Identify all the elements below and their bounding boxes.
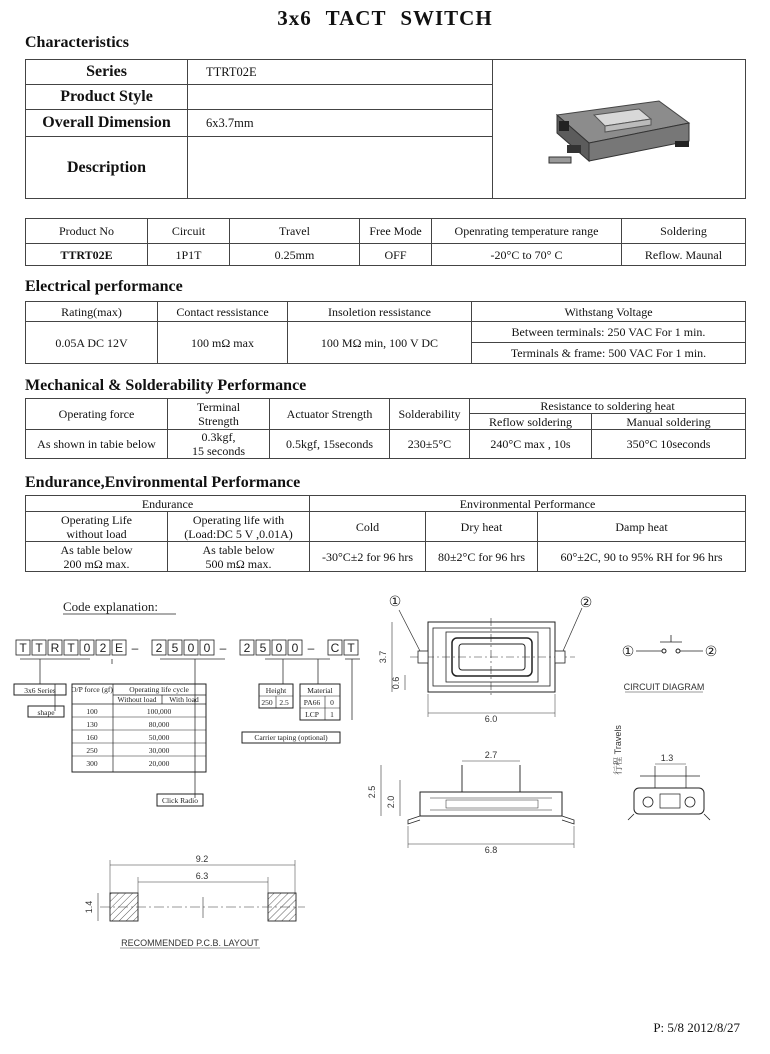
life-cycles: 50,000 [148,733,170,742]
cell-solderability: 230±5°C [390,430,470,459]
section-mechanical: Mechanical & Solderability Performance [25,377,307,394]
cell-free-mode: OFF [360,244,432,266]
pin1-label: ① [388,594,402,610]
life-h-with: With load [169,695,199,704]
height-table [259,684,293,708]
code-char: 0 [203,641,211,655]
code-char: 5 [259,641,267,655]
cell-withstand-2: Terminals & frame: 500 VAC For 1 min. [472,343,746,364]
cell-insulation: 100 MΩ min, 100 V DC [288,322,472,364]
cell-travel: 0.25mm [230,244,360,266]
cell-contact: 100 mΩ max [158,322,288,364]
code-char: 0 [187,641,195,655]
cell-life-no-load: As table below 200 mΩ max. [26,542,168,572]
section-endurance: Endurance,Environmental Performance [25,474,301,491]
header-contact: Contact ressistance [158,302,288,322]
code-char: 0 [275,641,283,655]
life-cycle-table [71,684,206,772]
life-h-cycle: Operating life cycle [129,685,189,694]
code-char: C [330,641,340,655]
height-header: Height [265,686,287,695]
endurance-table [25,495,746,572]
circuit-diagram [622,635,718,692]
cell-rating: 0.05A DC 12V [26,322,158,364]
series-value: TTRT02E [188,60,493,85]
life-force: 130 [86,720,98,729]
height-value: 2.5 [279,698,289,707]
style-value [188,85,493,110]
code-char: T [347,641,355,655]
code-char: 2 [155,641,163,655]
page-footer: P: 5/8 2012/8/27 [653,1020,740,1035]
dim-1-3: 1.3 [660,753,674,763]
header-operating-force: Operating force [26,399,168,430]
material-lcp: LCP [305,710,319,719]
shape-box-label: shape [37,708,55,717]
header-circuit: Circuit [148,219,230,244]
header-damp-heat: Damp heat [538,512,746,542]
code-char: R [50,641,60,655]
material-lcp-code: 1 [330,710,334,719]
electrical-table [25,301,746,364]
life-h-without: Without load [117,695,157,704]
code-char: 2 [243,641,251,655]
cell-cold: -30°C±2 for 96 hrs [310,542,426,572]
life-force: 160 [86,733,98,742]
material-pa66: PA66 [303,698,321,707]
header-product-no: Product No [26,219,148,244]
cell-circuit: 1P1T [148,244,230,266]
dimension-label: Overall Dimension [26,110,188,137]
code-char: T [19,641,27,655]
mechanical-table [25,398,746,459]
description-value [188,137,493,199]
characteristics-table [25,59,746,199]
header-insulation: Insoletion ressistance [288,302,472,322]
carrier-label: Carrier taping (optional) [254,733,328,742]
switch-photo [539,83,699,173]
dim-6-8: 6.8 [484,845,498,855]
cell-product-no: TTRT02E [26,244,148,266]
header-manual: Manual soldering [592,414,746,430]
dim-2-0: 2.0 [386,795,396,809]
code-char: – [219,641,227,655]
dim-2-7: 2.7 [484,750,498,760]
code-char: E [114,641,124,655]
material-pa66-code: 0 [330,698,334,707]
height-code: 250 [261,698,273,707]
life-h-force: O/P force (gf) [71,685,113,694]
cell-soldering: Reflow. Maunal [622,244,746,266]
pin2-label: ② [579,595,593,611]
code-char: – [307,641,315,655]
header-life-load: Operating life with (Load:DC 5 V ,0.01A) [168,512,310,542]
style-label: Product Style [26,85,188,110]
life-force: 100 [86,707,98,716]
side-view-drawing [367,750,574,855]
section-electrical: Electrical performance [25,278,183,295]
travel-label: 行程 Travels [613,725,623,775]
code-leaders [20,659,360,798]
header-soldering: Soldering [622,219,746,244]
header-endurance: Endurance [26,496,310,512]
life-force: 300 [86,759,98,768]
code-char: 0 [83,641,91,655]
cell-life-load: As table below 500 mΩ max. [168,542,310,572]
code-char: T [35,641,43,655]
header-actuator-strength: Actuator Strength [270,399,390,430]
cell-reflow: 240°C max , 10s [470,430,592,459]
section-characteristics: Characteristics [25,34,129,51]
life-cycles: 80,000 [148,720,170,729]
header-temp-range: Openrating temperature range [432,219,622,244]
page-title: 3x6 TACT SWITCH [277,6,493,30]
header-cold: Cold [310,512,426,542]
header-solderability: Solderability [390,399,470,430]
header-life-no-load: Operating Life without load [26,512,168,542]
end-view-drawing [612,725,710,820]
code-char: 5 [171,641,179,655]
product-table [25,218,746,266]
header-dry-heat: Dry heat [426,512,538,542]
cell-damp-heat: 60°±2C, 90 to 95% RH for 96 hrs [538,542,746,572]
dim-9-2: 9.2 [195,854,209,864]
code-chars [16,640,358,655]
cell-manual: 350°C 10seconds [592,430,746,459]
dim-0-6: 0.6 [391,676,401,690]
material-table [300,684,340,720]
header-free-mode: Free Mode [360,219,432,244]
cell-temp-range: -20°C to 70° C [432,244,622,266]
life-cycles: 100,000 [146,707,172,716]
header-environmental: Environmental Performance [310,496,746,512]
dim-2-5: 2.5 [367,785,377,799]
code-char: 2 [99,641,107,655]
dim-6-3: 6.3 [195,871,209,881]
circuit-label: CIRCUIT DIAGRAM [623,682,705,692]
series-label: Series [26,60,188,85]
life-cycles: 20,000 [148,759,170,768]
header-rating: Rating(max) [26,302,158,322]
header-reflow: Reflow soldering [470,414,592,430]
header-travel: Travel [230,219,360,244]
product-photo-cell [493,60,746,199]
circuit-pin1: ① [621,644,635,660]
series-box-label: 3x6 Series [24,686,56,695]
code-char: T [67,641,75,655]
dimension-value: 6x3.7mm [188,110,493,137]
description-label: Description [26,137,188,199]
pcb-label: RECOMMENDED P.C.B. LAYOUT [121,938,259,948]
top-view-drawing [378,594,592,724]
drawings [0,580,770,1000]
dim-3-7: 3.7 [378,650,388,664]
dim-1-4: 1.4 [84,900,94,914]
circuit-pin2: ② [704,644,718,660]
cell-operating-force: As shown in tabie below [26,430,168,459]
code-char: – [131,641,139,655]
code-heading: Code explanation: [63,599,158,614]
cell-actuator-strength: 0.5kgf, 15seconds [270,430,390,459]
cell-withstand-1: Between terminals: 250 VAC For 1 min. [472,322,746,343]
code-char: 0 [291,641,299,655]
material-header: Material [307,686,333,695]
dim-6-0: 6.0 [484,714,498,724]
header-withstand: Withstang Voltage [472,302,746,322]
header-resistance-heat: Resistance to soldering heat [470,399,746,414]
life-force: 250 [86,746,98,755]
pcb-layout-drawing [84,854,305,948]
cell-dry-heat: 80±2°C for 96 hrs [426,542,538,572]
life-cycles: 30,000 [148,746,170,755]
header-terminal-strength: Terminal Strength [168,399,270,430]
cell-terminal-strength: 0.3kgf, 15 seconds [168,430,270,459]
click-label: Click Radio [161,796,199,805]
